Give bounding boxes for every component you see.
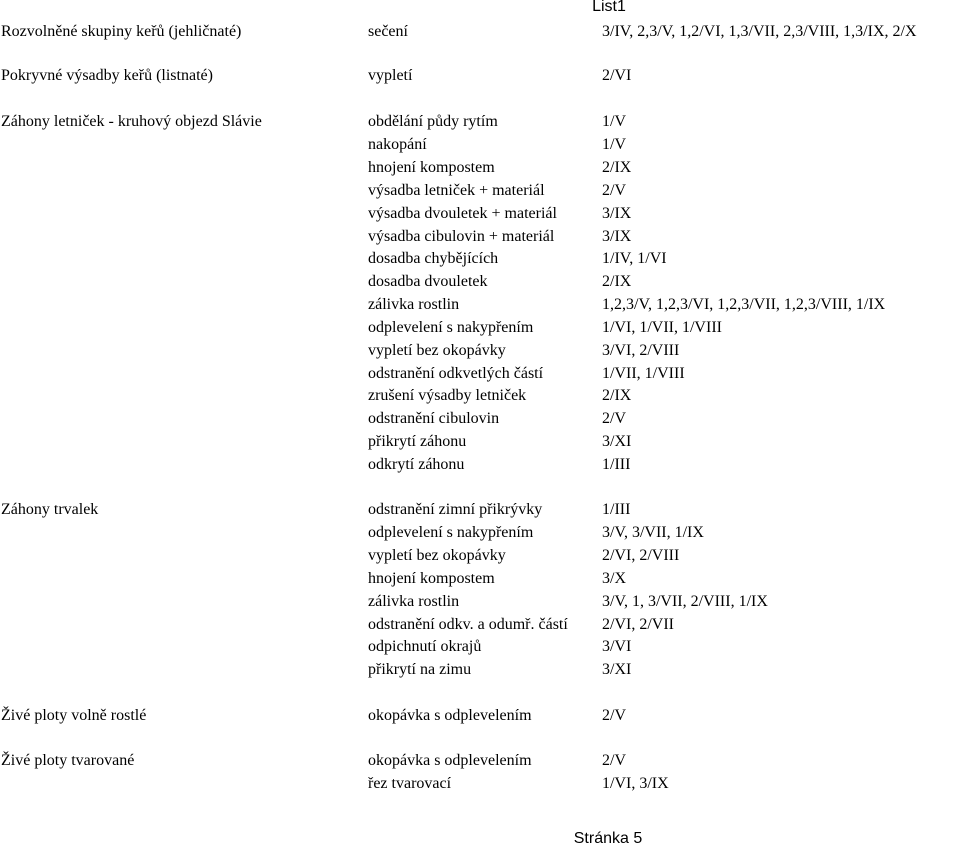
- table-row: [0, 202, 960, 225]
- dates-cell: 2/VI, 2/VII: [602, 616, 674, 633]
- dates-cell: 2/V: [602, 707, 626, 724]
- table-row: [0, 110, 960, 133]
- task-cell: hnojení kompostem: [368, 159, 495, 176]
- dates-cell: 2/VI, 2/VIII: [602, 547, 680, 564]
- table-row: [0, 64, 960, 87]
- task-cell: vypletí bez okopávky: [368, 342, 506, 359]
- table-row: [0, 613, 960, 636]
- table-row: [0, 339, 960, 362]
- dates-cell: 2/IX: [602, 273, 632, 290]
- dates-cell: 1/VI, 3/IX: [602, 775, 669, 792]
- dates-cell: 2/V: [602, 410, 626, 427]
- dates-cell: 3/V, 1, 3/VII, 2/VIII, 1/IX: [602, 593, 768, 610]
- task-cell: zálivka rostlin: [368, 593, 460, 610]
- group-cell: Záhony letniček - kruhový objezd Slávie: [1, 113, 262, 130]
- dates-cell: 1/V: [602, 113, 626, 130]
- table-row: [0, 430, 960, 453]
- task-cell: vypletí: [368, 67, 413, 84]
- dates-cell: 3/XI: [602, 433, 632, 450]
- dates-cell: 2/V: [602, 182, 626, 199]
- table-row: [0, 316, 960, 339]
- table-row: [0, 749, 960, 772]
- dates-cell: 2/VI: [602, 67, 632, 84]
- dates-cell: 2/IX: [602, 387, 632, 404]
- dates-cell: 2/IX: [602, 159, 632, 176]
- task-cell: výsadba dvouletek + materiál: [368, 205, 557, 222]
- table-row: [0, 133, 960, 156]
- page-footer: Stránka 5: [573, 830, 643, 847]
- dates-cell: 3/VI: [602, 638, 632, 655]
- group-cell: Rozvolněné skupiny keřů (jehličnaté): [1, 23, 242, 40]
- group-cell: Živé ploty tvarované: [1, 752, 135, 769]
- table-row: [0, 247, 960, 270]
- dates-cell: 1/IV, 1/VI: [602, 250, 667, 267]
- task-cell: odstranění cibulovin: [368, 410, 500, 427]
- table-row: [0, 658, 960, 681]
- dates-cell: 1/V: [602, 136, 626, 153]
- dates-cell: 3/IX: [602, 205, 632, 222]
- task-cell: odstranění odkvetlých částí: [368, 365, 544, 382]
- task-cell: přikrytí na zimu: [368, 661, 472, 678]
- dates-cell: 2/V: [602, 752, 626, 769]
- task-cell: okopávka s odplevelením: [368, 707, 532, 724]
- table-row: [0, 225, 960, 248]
- table-row: [0, 293, 960, 316]
- dates-cell: 3/X: [602, 570, 626, 587]
- dates-cell: 1/III: [602, 501, 631, 518]
- dates-cell: 3/VI, 2/VIII: [602, 342, 680, 359]
- table-row: [0, 498, 960, 521]
- table-row: [0, 704, 960, 727]
- task-cell: obdělání půdy rytím: [368, 113, 498, 130]
- table-row: [0, 590, 960, 613]
- task-cell: odpichnutí okrajů: [368, 638, 482, 655]
- task-cell: odstranění odkv. a odumř. částí: [368, 616, 568, 633]
- table-row: [0, 20, 960, 43]
- task-cell: okopávka s odplevelením: [368, 752, 532, 769]
- dates-cell: 1/VI, 1/VII, 1/VIII: [602, 319, 722, 336]
- table-row: [0, 270, 960, 293]
- task-cell: řez tvarovací: [368, 775, 452, 792]
- table-row: [0, 567, 960, 590]
- dates-cell: 3/IV, 2,3/V, 1,2/VI, 1,3/VII, 2,3/VIII, 1,3/IX, 2/X: [602, 23, 917, 40]
- table-row: [0, 521, 960, 544]
- task-cell: nakopání: [368, 136, 427, 153]
- task-cell: výsadba letniček + materiál: [368, 182, 545, 199]
- task-cell: odplevelení s nakypřením: [368, 524, 534, 541]
- table-row: [0, 772, 960, 795]
- table-row: [0, 407, 960, 430]
- task-cell: vypletí bez okopávky: [368, 547, 506, 564]
- task-cell: sečení: [368, 23, 408, 40]
- table-row: [0, 635, 960, 658]
- table-row: [0, 453, 960, 476]
- table-row: [0, 544, 960, 567]
- task-cell: dosadba dvouletek: [368, 273, 488, 290]
- group-cell: Živé ploty volně rostlé: [1, 707, 147, 724]
- dates-cell: 1,2,3/V, 1,2,3/VI, 1,2,3/VII, 1,2,3/VIII, 1/IX: [602, 296, 886, 313]
- dates-cell: 1/III: [602, 456, 631, 473]
- task-cell: přikrytí záhonu: [368, 433, 467, 450]
- group-cell: Záhony trvalek: [1, 501, 99, 518]
- table-row: [0, 179, 960, 202]
- task-cell: zálivka rostlin: [368, 296, 460, 313]
- table-row: [0, 156, 960, 179]
- group-cell: Pokryvné výsadby keřů (listnaté): [1, 67, 213, 84]
- dates-cell: 3/V, 3/VII, 1/IX: [602, 524, 704, 541]
- table-row: [0, 384, 960, 407]
- table-row: [0, 362, 960, 385]
- dates-cell: 3/IX: [602, 228, 632, 245]
- task-cell: hnojení kompostem: [368, 570, 495, 587]
- task-cell: výsadba cibulovin + materiál: [368, 228, 555, 245]
- task-cell: zrušení výsadby letniček: [368, 387, 527, 404]
- sheet-title: List1: [592, 0, 626, 15]
- task-cell: odplevelení s nakypřením: [368, 319, 534, 336]
- task-cell: odstranění zimní přikrývky: [368, 501, 543, 518]
- task-cell: odkrytí záhonu: [368, 456, 465, 473]
- dates-cell: 1/VII, 1/VIII: [602, 365, 685, 382]
- task-cell: dosadba chybějících: [368, 250, 499, 267]
- dates-cell: 3/XI: [602, 661, 632, 678]
